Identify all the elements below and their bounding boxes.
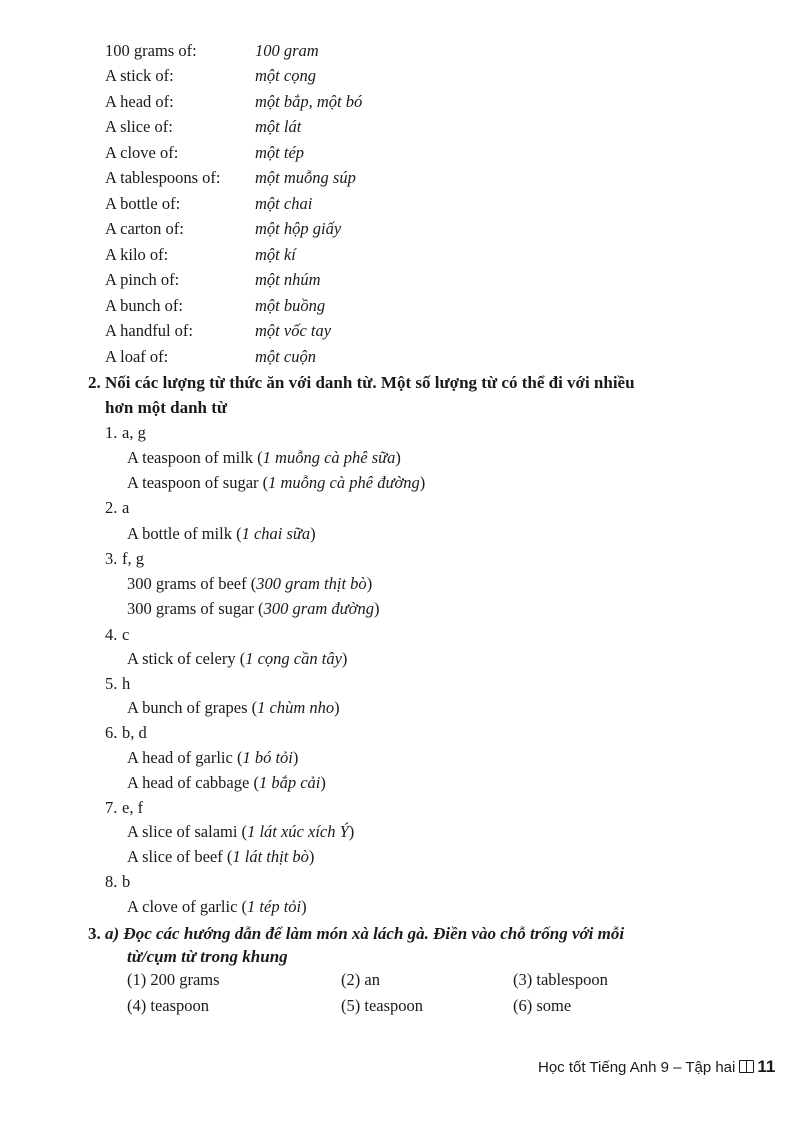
answer-en: A bottle of milk ( [127, 524, 242, 543]
answer-en: A clove of garlic ( [127, 897, 248, 916]
answer-line [127, 899, 307, 916]
answer-letters: h [122, 674, 131, 693]
section-3-heading [88, 925, 624, 942]
answer-vi: 1 muỗng cà phê sữa [262, 448, 396, 467]
word-option: (1) 200 grams [127, 970, 220, 989]
word-option: (6) some [513, 996, 572, 1015]
answer-key [105, 425, 146, 442]
answer-close: ) [348, 822, 355, 841]
vocab-en: A tablespoons of: [105, 168, 221, 187]
answer-number: 8. [105, 872, 118, 891]
book-title: Học tốt Tiếng Anh 9 – Tập hai [538, 1059, 736, 1076]
vocab-vi: một buồng [255, 296, 326, 315]
section-number: 2. [88, 373, 101, 392]
answer-line [127, 651, 347, 668]
answer-letters: b [122, 872, 131, 891]
answer-line [127, 849, 314, 866]
answer-letters: b, d [122, 723, 147, 742]
vocab-vi: một nhúm [255, 270, 321, 289]
answer-en: A slice of salami ( [127, 822, 248, 841]
vocab-vi: một kí [255, 245, 296, 264]
answer-number: 3. [105, 549, 118, 568]
section-title: Nối các lượng từ thức ăn với danh từ. Một số lượng từ có thể đi với nhiều [105, 373, 635, 392]
answer-close: ) [292, 748, 299, 767]
vocab-vi: một chai [255, 194, 313, 213]
section-title: Đọc các hướng dẫn để làm món xà lách gà. Điền vào chỗ trống với mỗi [123, 924, 625, 943]
vocab-en: A carton of: [105, 219, 184, 238]
answer-en: 300 grams of sugar ( [127, 599, 264, 618]
page-footer [538, 1058, 775, 1075]
answer-line [127, 475, 425, 492]
answer-key [105, 551, 144, 568]
vocab-vi: một tép [255, 143, 305, 162]
vocab-en: A handful of: [105, 321, 193, 340]
answer-line [127, 700, 340, 717]
answer-en: A stick of celery ( [127, 649, 246, 668]
vocab-en: A bunch of: [105, 296, 183, 315]
vocab-vi: một muỗng súp [255, 168, 356, 187]
answer-vi: 1 tép tỏi [247, 897, 302, 916]
answer-key [105, 627, 129, 644]
answer-en: A bunch of grapes ( [127, 698, 258, 717]
vocab-en: A stick of: [105, 66, 174, 85]
answer-number: 6. [105, 723, 118, 742]
section-2-heading-cont: hơn một danh từ [105, 398, 228, 417]
answer-letters: f, g [122, 549, 144, 568]
answer-number: 2. [105, 498, 118, 517]
answer-letters: c [122, 625, 130, 644]
answer-close: ) [373, 599, 380, 618]
vocab-vi: một hộp giấy [255, 219, 342, 238]
answer-letters: a, g [122, 423, 146, 442]
answer-vi: 1 cọng cần tây [245, 649, 342, 668]
answer-en: 300 grams of beef ( [127, 574, 257, 593]
answer-number: 7. [105, 798, 118, 817]
answer-vi: 1 muỗng cà phê đường [268, 473, 420, 492]
answer-close: ) [308, 847, 315, 866]
section-part: a) [105, 924, 120, 943]
answer-line [127, 526, 316, 543]
word-option: (4) teaspoon [127, 996, 210, 1015]
section-title-cont: từ/cụm từ trong khung [127, 947, 288, 966]
answer-vi: 1 lát xúc xích Ý [247, 822, 349, 841]
answer-line [127, 601, 379, 618]
answer-close: ) [310, 524, 316, 543]
vocab-vi: một cuộn [255, 347, 316, 366]
vocab-en: A clove of: [105, 143, 179, 162]
answer-close: ) [419, 473, 426, 492]
answer-letters: a [122, 498, 130, 517]
answer-line [127, 450, 401, 467]
answer-number: 1. [105, 423, 118, 442]
answer-close: ) [334, 698, 340, 717]
vocab-en: A kilo of: [105, 245, 169, 264]
answer-vi: 1 chai sữa [241, 524, 311, 543]
answer-vi: 1 bó tỏi [242, 748, 293, 767]
vocab-en: A pinch of: [105, 270, 180, 289]
answer-line [127, 576, 372, 593]
section-2-heading [88, 374, 635, 391]
book-icon [739, 1060, 754, 1073]
answer-number: 5. [105, 674, 118, 693]
vocab-en: 100 grams of: [105, 41, 197, 60]
vocab-en: A slice of: [105, 117, 173, 136]
answer-en: A head of garlic ( [127, 748, 243, 767]
answer-line [127, 824, 354, 841]
answer-number: 4. [105, 625, 118, 644]
vocab-en: A loaf of: [105, 347, 169, 366]
answer-en: A teaspoon of milk ( [127, 448, 263, 467]
section-3-heading-cont [127, 948, 288, 965]
answer-en: A slice of beef ( [127, 847, 233, 866]
vocab-vi: một bắp, một bó [255, 92, 363, 111]
answer-en: A teaspoon of sugar ( [127, 473, 269, 492]
answer-close: ) [341, 649, 348, 668]
answer-close: ) [395, 448, 401, 467]
answer-en: A head of cabbage ( [127, 773, 259, 792]
vocab-vi: một vốc tay [255, 321, 332, 340]
vocab-vi: 100 gram [255, 41, 319, 60]
answer-key [105, 874, 130, 891]
answer-vi: 1 lát thịt bò [232, 847, 309, 866]
answer-close: ) [301, 897, 307, 916]
vocab-vi: một cọng [255, 66, 316, 85]
answer-line [127, 775, 326, 792]
word-option: (2) an [341, 970, 380, 989]
answer-line [127, 750, 298, 767]
section-number: 3. [88, 924, 101, 943]
answer-key [105, 500, 129, 517]
answer-vi: 1 bắp cải [258, 773, 321, 792]
vocab-en: A head of: [105, 92, 174, 111]
vocab-vi: một lát [255, 117, 302, 136]
word-option: (3) tablespoon [513, 970, 608, 989]
answer-vi: 300 gram thịt bò [256, 574, 367, 593]
answer-close: ) [320, 773, 326, 792]
answer-key [105, 676, 130, 693]
page-number: 11 [757, 1057, 776, 1076]
vocab-en: A bottle of: [105, 194, 181, 213]
word-option: (5) teaspoon [341, 996, 424, 1015]
answer-key [105, 800, 143, 817]
answer-letters: e, f [122, 798, 144, 817]
answer-key [105, 725, 147, 742]
answer-close: ) [366, 574, 373, 593]
answer-vi: 300 gram đường [263, 599, 374, 618]
answer-vi: 1 chùm nho [257, 698, 335, 717]
